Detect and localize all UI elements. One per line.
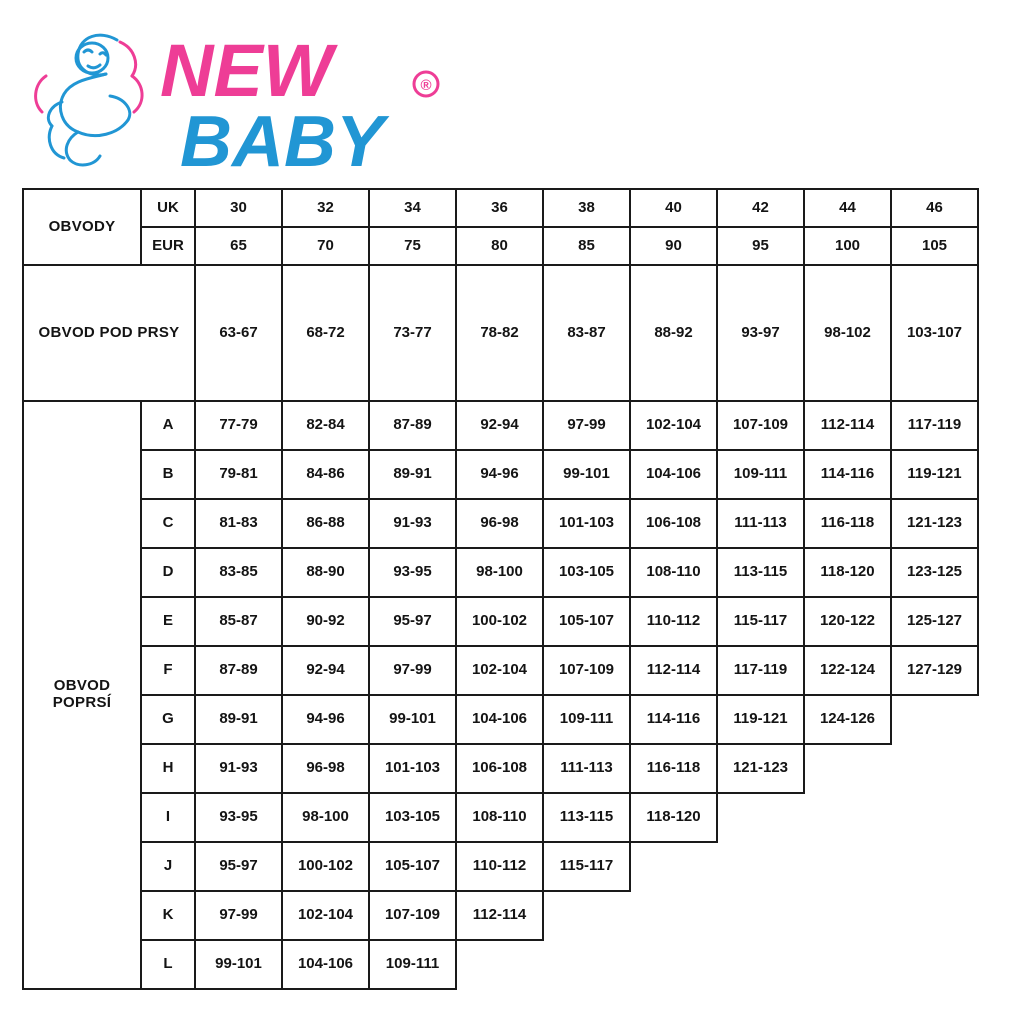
underbust-8: 103-107: [891, 265, 978, 401]
cup-h-7-empty: [804, 744, 891, 793]
cup-a-7: 112-114: [804, 401, 891, 450]
cup-l-7-empty: [804, 940, 891, 989]
cup-f-6: 117-119: [717, 646, 804, 695]
eur-size-0: 65: [195, 227, 282, 265]
cup-i-4: 113-115: [543, 793, 630, 842]
cup-k-0: 97-99: [195, 891, 282, 940]
cup-h-3: 106-108: [456, 744, 543, 793]
cup-l-5-empty: [630, 940, 717, 989]
table-row-cup-a: [23, 401, 978, 450]
cup-i-1: 98-100: [282, 793, 369, 842]
uk-size-8: 46: [891, 189, 978, 227]
cup-f-2: 97-99: [369, 646, 456, 695]
table-row-cup-h: [23, 744, 978, 793]
cup-h-0: 91-93: [195, 744, 282, 793]
eur-size-2: 75: [369, 227, 456, 265]
cup-j-0: 95-97: [195, 842, 282, 891]
cup-i-7-empty: [804, 793, 891, 842]
eur-size-8: 105: [891, 227, 978, 265]
cup-d-6: 113-115: [717, 548, 804, 597]
underbust-2: 73-77: [369, 265, 456, 401]
cup-letter-h: H: [141, 744, 195, 793]
cup-letter-d: D: [141, 548, 195, 597]
cup-i-3: 108-110: [456, 793, 543, 842]
cup-k-7-empty: [804, 891, 891, 940]
underbust-3: 78-82: [456, 265, 543, 401]
cup-b-6: 109-111: [717, 450, 804, 499]
cup-a-4: 97-99: [543, 401, 630, 450]
cup-e-0: 85-87: [195, 597, 282, 646]
cup-j-6-empty: [717, 842, 804, 891]
cup-a-8: 117-119: [891, 401, 978, 450]
cup-i-2: 103-105: [369, 793, 456, 842]
table-row-cup-j: [23, 842, 978, 891]
cup-b-1: 84-86: [282, 450, 369, 499]
cup-b-8: 119-121: [891, 450, 978, 499]
cup-letter-l: L: [141, 940, 195, 989]
cup-d-0: 83-85: [195, 548, 282, 597]
row-header-underbust: OBVOD POD PRSY: [23, 265, 195, 401]
table-row-cup-f: [23, 646, 978, 695]
cup-letter-e: E: [141, 597, 195, 646]
logo-graphic: [22, 22, 442, 172]
table-row-cup-l: [23, 940, 978, 989]
eur-size-5: 90: [630, 227, 717, 265]
eur-size-3: 80: [456, 227, 543, 265]
eur-size-1: 70: [282, 227, 369, 265]
table-row-uk: [23, 189, 978, 227]
cup-letter-a: A: [141, 401, 195, 450]
cup-letter-f: F: [141, 646, 195, 695]
logo-word-baby: BABY: [180, 102, 385, 172]
cup-c-3: 96-98: [456, 499, 543, 548]
table-row-cup-k: [23, 891, 978, 940]
cup-f-0: 87-89: [195, 646, 282, 695]
cup-k-8-empty: [891, 891, 978, 940]
uk-size-0: 30: [195, 189, 282, 227]
uk-size-3: 36: [456, 189, 543, 227]
cup-e-7: 120-122: [804, 597, 891, 646]
cup-letter-k: K: [141, 891, 195, 940]
table-row-cup-e: [23, 597, 978, 646]
cup-g-3: 104-106: [456, 695, 543, 744]
table-row-cup-i: [23, 793, 978, 842]
cup-j-1: 100-102: [282, 842, 369, 891]
cup-j-8-empty: [891, 842, 978, 891]
underbust-1: 68-72: [282, 265, 369, 401]
cup-a-6: 107-109: [717, 401, 804, 450]
cup-l-6-empty: [717, 940, 804, 989]
uk-size-2: 34: [369, 189, 456, 227]
table-row-underbust: [23, 265, 978, 401]
cup-b-0: 79-81: [195, 450, 282, 499]
cup-j-7-empty: [804, 842, 891, 891]
underbust-7: 98-102: [804, 265, 891, 401]
cup-e-5: 110-112: [630, 597, 717, 646]
cup-d-7: 118-120: [804, 548, 891, 597]
eur-size-7: 100: [804, 227, 891, 265]
system-label-uk: UK: [141, 189, 195, 227]
cup-j-3: 110-112: [456, 842, 543, 891]
cup-d-4: 103-105: [543, 548, 630, 597]
logo-word-new: NEW: [160, 29, 333, 112]
table-row-cup-c: [23, 499, 978, 548]
cup-g-6: 119-121: [717, 695, 804, 744]
cup-e-4: 105-107: [543, 597, 630, 646]
cup-c-7: 116-118: [804, 499, 891, 548]
cup-h-6: 121-123: [717, 744, 804, 793]
cup-c-2: 91-93: [369, 499, 456, 548]
cup-j-4: 115-117: [543, 842, 630, 891]
underbust-0: 63-67: [195, 265, 282, 401]
cup-j-2: 105-107: [369, 842, 456, 891]
cup-k-4-empty: [543, 891, 630, 940]
cup-k-6-empty: [717, 891, 804, 940]
cup-d-3: 98-100: [456, 548, 543, 597]
cup-i-8-empty: [891, 793, 978, 842]
cup-e-2: 95-97: [369, 597, 456, 646]
cup-b-5: 104-106: [630, 450, 717, 499]
cup-g-0: 89-91: [195, 695, 282, 744]
cup-h-1: 96-98: [282, 744, 369, 793]
cup-c-0: 81-83: [195, 499, 282, 548]
cup-i-6-empty: [717, 793, 804, 842]
cup-g-4: 109-111: [543, 695, 630, 744]
uk-size-1: 32: [282, 189, 369, 227]
cup-c-4: 101-103: [543, 499, 630, 548]
bra-size-table: [22, 188, 979, 990]
cup-h-8-empty: [891, 744, 978, 793]
uk-size-4: 38: [543, 189, 630, 227]
cup-f-7: 122-124: [804, 646, 891, 695]
brand-logo: [22, 22, 442, 172]
cup-d-2: 93-95: [369, 548, 456, 597]
cup-f-8: 127-129: [891, 646, 978, 695]
cup-a-3: 92-94: [456, 401, 543, 450]
cup-f-4: 107-109: [543, 646, 630, 695]
cup-a-5: 102-104: [630, 401, 717, 450]
underbust-5: 88-92: [630, 265, 717, 401]
system-label-eur: EUR: [141, 227, 195, 265]
table-row-cup-b: [23, 450, 978, 499]
cup-l-4-empty: [543, 940, 630, 989]
cup-a-1: 82-84: [282, 401, 369, 450]
cup-letter-j: J: [141, 842, 195, 891]
cup-f-1: 92-94: [282, 646, 369, 695]
cup-e-8: 125-127: [891, 597, 978, 646]
row-header-bust: OBVOD POPRSÍ: [23, 401, 141, 989]
cup-g-7: 124-126: [804, 695, 891, 744]
cup-c-6: 111-113: [717, 499, 804, 548]
cup-e-6: 115-117: [717, 597, 804, 646]
cup-h-4: 111-113: [543, 744, 630, 793]
cup-h-5: 116-118: [630, 744, 717, 793]
cup-d-8: 123-125: [891, 548, 978, 597]
underbust-4: 83-87: [543, 265, 630, 401]
table-row-cup-g: [23, 695, 978, 744]
cup-i-0: 93-95: [195, 793, 282, 842]
cup-c-5: 106-108: [630, 499, 717, 548]
cup-b-7: 114-116: [804, 450, 891, 499]
cup-l-2: 109-111: [369, 940, 456, 989]
underbust-6: 93-97: [717, 265, 804, 401]
cup-k-3: 112-114: [456, 891, 543, 940]
table-row-eur: [23, 227, 978, 265]
baby-icon: [48, 35, 129, 165]
cup-i-5: 118-120: [630, 793, 717, 842]
cup-d-5: 108-110: [630, 548, 717, 597]
cup-b-2: 89-91: [369, 450, 456, 499]
cup-letter-g: G: [141, 695, 195, 744]
cup-l-8-empty: [891, 940, 978, 989]
table-row-cup-d: [23, 548, 978, 597]
cup-f-5: 112-114: [630, 646, 717, 695]
cup-e-3: 100-102: [456, 597, 543, 646]
cup-l-0: 99-101: [195, 940, 282, 989]
cup-j-5-empty: [630, 842, 717, 891]
cup-b-4: 99-101: [543, 450, 630, 499]
uk-size-7: 44: [804, 189, 891, 227]
cup-k-5-empty: [630, 891, 717, 940]
cup-h-2: 101-103: [369, 744, 456, 793]
cup-g-8-empty: [891, 695, 978, 744]
uk-size-5: 40: [630, 189, 717, 227]
eur-size-6: 95: [717, 227, 804, 265]
cup-a-0: 77-79: [195, 401, 282, 450]
cup-l-1: 104-106: [282, 940, 369, 989]
cup-d-1: 88-90: [282, 548, 369, 597]
cup-e-1: 90-92: [282, 597, 369, 646]
cup-g-5: 114-116: [630, 695, 717, 744]
cup-c-1: 86-88: [282, 499, 369, 548]
cup-letter-c: C: [141, 499, 195, 548]
cup-f-3: 102-104: [456, 646, 543, 695]
cup-a-2: 87-89: [369, 401, 456, 450]
cup-letter-i: I: [141, 793, 195, 842]
registered-mark: ®: [420, 77, 432, 94]
cup-b-3: 94-96: [456, 450, 543, 499]
row-header-circumferences: OBVODY: [23, 189, 141, 265]
cup-g-1: 94-96: [282, 695, 369, 744]
cup-g-2: 99-101: [369, 695, 456, 744]
uk-size-6: 42: [717, 189, 804, 227]
eur-size-4: 85: [543, 227, 630, 265]
cup-k-2: 107-109: [369, 891, 456, 940]
cup-c-8: 121-123: [891, 499, 978, 548]
cup-k-1: 102-104: [282, 891, 369, 940]
cup-l-3-empty: [456, 940, 543, 989]
cup-letter-b: B: [141, 450, 195, 499]
